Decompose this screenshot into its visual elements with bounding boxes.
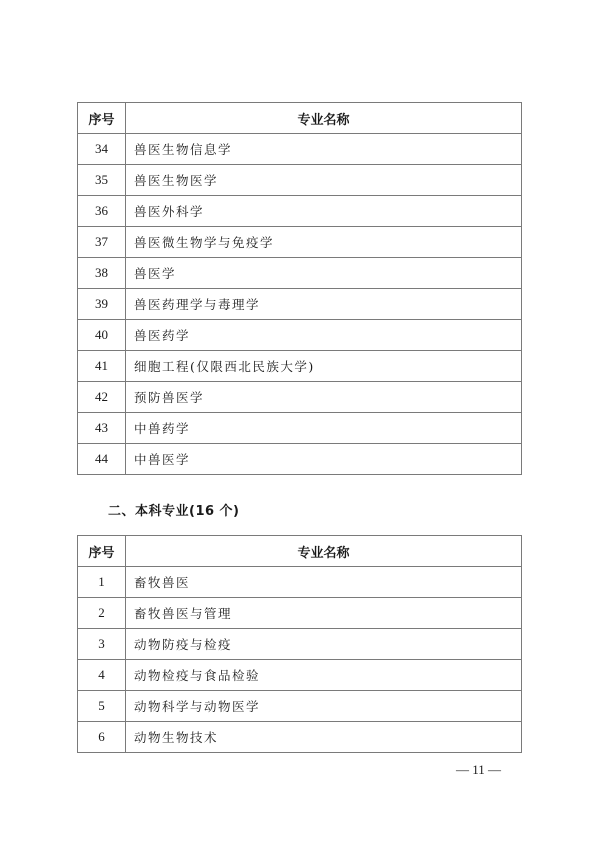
table-row [78,413,522,444]
major-name: 预防兽医学 [126,382,522,413]
page-number: — 11 — [456,762,502,777]
table-row [78,444,522,475]
row-index: 44 [78,444,126,475]
row-index: 1 [78,567,126,598]
table-row [78,629,522,660]
table-row [78,567,522,598]
row-index: 41 [78,351,126,382]
row-index: 42 [78,382,126,413]
table-row [78,196,522,227]
major-name: 兽医药理学与毒理学 [126,289,522,320]
row-index: 34 [78,134,126,165]
row-index: 5 [78,691,126,722]
section-heading-undergraduate: 二、本科专业(16 个) [108,504,240,519]
column-header-name: 专业名称 [126,536,522,567]
table-row [78,134,522,165]
major-name: 动物检疫与食品检验 [126,660,522,691]
table-row [78,382,522,413]
row-index: 3 [78,629,126,660]
row-index: 4 [78,660,126,691]
major-name: 兽医药学 [126,320,522,351]
table-row [78,351,522,382]
row-index: 36 [78,196,126,227]
table-row [78,320,522,351]
major-name: 中兽药学 [126,413,522,444]
table-row [78,227,522,258]
major-name: 动物生物技术 [126,722,522,753]
row-index: 6 [78,722,126,753]
row-index: 40 [78,320,126,351]
major-name: 兽医学 [126,258,522,289]
row-index: 38 [78,258,126,289]
major-name: 兽医生物医学 [126,165,522,196]
column-header-index: 序号 [78,103,126,134]
table-row [78,722,522,753]
row-index: 37 [78,227,126,258]
major-name: 动物科学与动物医学 [126,691,522,722]
column-header-name: 专业名称 [126,103,522,134]
major-name: 动物防疫与检疫 [126,629,522,660]
major-name: 兽医外科学 [126,196,522,227]
table-row [78,660,522,691]
row-index: 2 [78,598,126,629]
major-name: 畜牧兽医与管理 [126,598,522,629]
major-name: 畜牧兽医 [126,567,522,598]
column-header-index: 序号 [78,536,126,567]
table-row [78,165,522,196]
major-name: 中兽医学 [126,444,522,475]
row-index: 35 [78,165,126,196]
major-table-continued [77,102,522,475]
table-header-row [78,536,522,567]
undergraduate-major-table [77,535,522,753]
row-index: 39 [78,289,126,320]
row-index: 43 [78,413,126,444]
table-header-row [78,103,522,134]
major-name: 兽医生物信息学 [126,134,522,165]
table-row [78,289,522,320]
table-row [78,691,522,722]
table-row [78,598,522,629]
table-row [78,258,522,289]
major-name: 兽医微生物学与免疫学 [126,227,522,258]
major-name: 细胞工程(仅限西北民族大学) [126,351,522,382]
